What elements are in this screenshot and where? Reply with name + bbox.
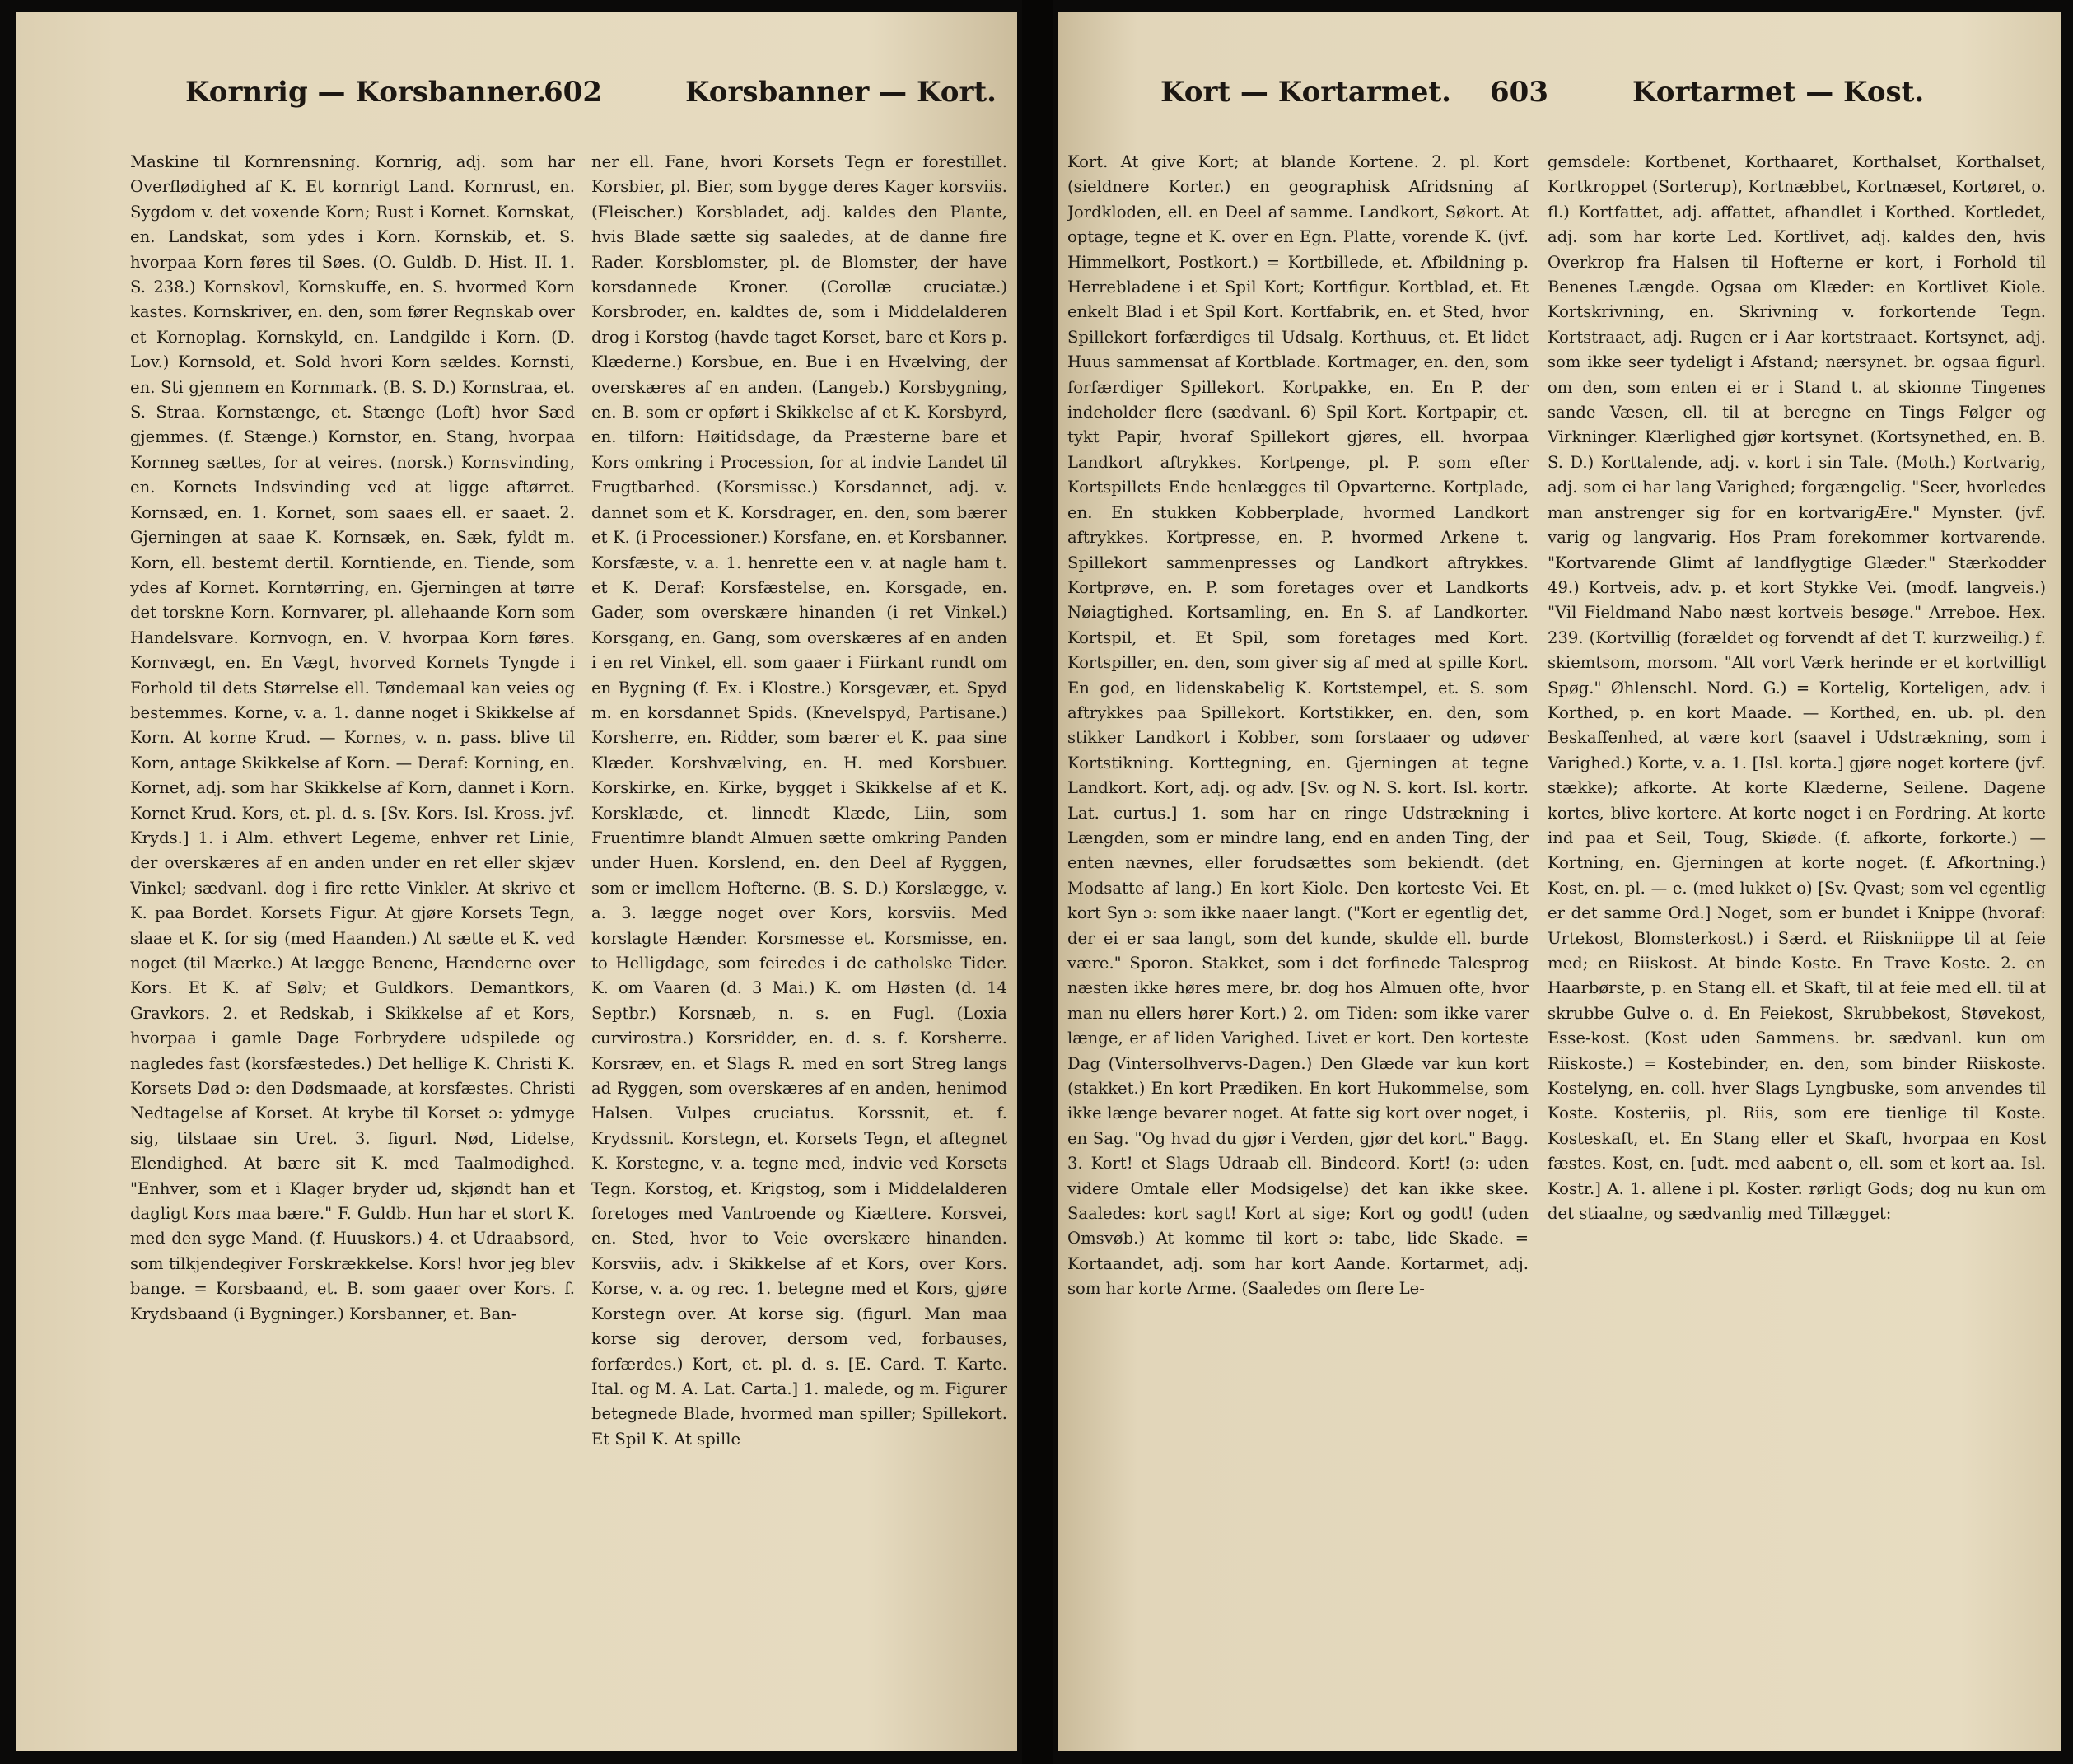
- left-page-header: [16, 76, 1017, 127]
- left-header-right: Korsbanner — Kort.: [685, 76, 997, 109]
- right-column-1: [1067, 150, 1529, 1719]
- left-column-2: [591, 150, 1007, 1719]
- left-page: [16, 12, 1017, 1751]
- right-header-right: Kortarmet — Kost.: [1632, 76, 1925, 109]
- right-header-left: Kort — Kortarmet.: [1160, 76, 1451, 109]
- left-header-left: Kornrig — Korsbanner.: [185, 76, 547, 109]
- right-page-number: 603: [1490, 76, 1548, 109]
- left-column-1: [130, 150, 575, 1719]
- left-page-number: 602: [544, 76, 602, 109]
- book-gutter: [1022, 0, 1053, 1764]
- left-column-1-text: Maskine til Kornrensning. Kornrig, adj. som har Overflødighed af K. Et kornrigt Land. Kornrust, en. Sygdom v. det voxende Korn; Rust i Kornet. Kornskat, en. Landskat, som ydes i Korn. Kornskib, et. S. hvorpaa Korn føres til Søes. (O. Guldb. D. Hist. II. 1. S. 238.) Kornskovl, Kornskuffe, en. S. hvormed Korn kastes. Kornskriver, en. den, som fører Regnskab over et Kornoplag. Kornskyld, en. Landgilde i Korn. (D. Lov.) Kornsold, et. Sold hvori Korn sældes. Kornsti, en. Sti gjennem en Kornmark. (B. S. D.) Kornstraa, et. S. Straa. Kornstænge, et. Stænge (Loft) hvor Sæd gjemmes. (f. Stænge.) Kornstor, en. Stang, hvorpaa Kornneg sættes, for at veires. (norsk.) Kornsvinding, en. Kornets Indsvinding ved at ligge aftørret. Kornsæd, en. 1. Kornet, som saaes ell. er saaet. 2. Gjerningen at saae K. Kornsæk, en. Sæk, fyldt m. Korn, ell. bestemt dertil. Korntiende, en. Tiende, som ydes af Kornet. Korntørring, en. Gjerningen at tørre det torskne Korn. Kornvarer, pl. allehaande Korn som Handelsvare. Kornvogn, en. V. hvorpaa Korn føres. Kornvægt, en. En Vægt, hvorved Kornets Tyngde i Forhold til dets Størrelse ell. Tøndemaal kan veies og bestemmes. Korne, v. a. 1. danne noget i Skikkelse af Korn. At korne Krud. — Kornes, v. n. pass. blive til Korn, antage Skikkelse af Korn. — Deraf: Korning, en. Kornet, adj. som har Skikkelse af Korn, dannet i Korn. Kornet Krud. Kors, et. pl. d. s. [Sv. Kors. Isl. Kross. jvf. Kryds.] 1. i Alm. ethvert Legeme, enhver ret Linie, der overskæres af en anden under en ret eller skjæv Vinkel; sædvanl. dog i fire rette Vinkler. At skrive et K. paa Bordet. Korsets Figur. At gjøre Korsets Tegn, slaae et K. for sig (med Haanden.) At sætte et K. ved noget (til Mærke.) At lægge Benene, Hænderne over Kors. Et K. af Sølv; et Guldkors. Demantkors, Gravkors. 2. et Redskab, i Skikkelse af et Kors, hvorpaa i gamle Dage Forbrydere udspilede og nagledes fast (korsfæstedes.) Det hellige K. Christi K. Korsets Død ɔ: den Dødsmaade, at korsfæstes. Christi Nedtagelse af Korset. At krybe til Korset ɔ: ydmyge sig, tilstaae sin Uret. 3. figurl. Nød, Lidelse, Elendighed. At bære sit K. med Taalmodighed. "Enhver, som et i Klager bryder ud, skjøndt han et dagligt Kors maa bære." F. Guldb. Hun har et stort K. med den syge Mand. (f. Huuskors.) 4. et Udraabsord, som tilkjendegiver Forskrækkelse. Kors! hvor jeg blev bange. = Korsbaand, et. B. som gaaer over Kors. f. Krydsbaand (i Bygninger.) Korsbanner, et. Ban-: [130, 152, 575, 1323]
- right-page: [1058, 12, 2061, 1751]
- right-column-2-text: gemsdele: Kortbenet, Korthaaret, Korthalset, Korthalset, Kortkroppet (Sorterup), Kortnæbbet, Kortnæset, Kortøret, o. fl.) Kortfattet, adj. affattet, afhandlet i Korthed. Kortledet, adj. som har korte Led. Kortlivet, adj. kaldes den, hvis Overkrop fra Halsen til Hofterne er kort, i Forhold til Benenes Længde. Ogsaa om Klæder: en Kortlivet Kiole. Kortskrivning, en. Skrivning v. forkortende Tegn. Kortstraaet, adj. Rugen er i Aar kortstraaet. Kortsynet, adj. som ikke seer tydeligt i Afstand; nærsynet. br. ogsaa figurl. om den, som enten ei er i Stand t. at skionne Tingenes sande Væsen, ell. til at beregne en Tings Følger og Virkninger. Klærlighed gjør kortsynet. (Kortsynethed, en. B. S. D.) Korttalende, adj. v. kort i sin Tale. (Moth.) Kortvarig, adj. som ei har lang Varighed; forgængelig. "Seer, hvorledes man anstrenger sig for en kortvarigÆre." Mynster. (jvf. varig og langvarig. Hos Pram forekommer kortvarende. "Kortvarende Glimt af landflygtige Glæder." Stærkodder 49.) Kortveis, adv. p. et kort Stykke Vei. (modf. langveis.) "Vil Fieldmand Nabo næst kortveis besøge." Arreboe. Hex. 239. (Kortvillig (forældet og forvendt af det T. kurzweilig.) f. skiemtsom, morsom. "Alt vort Værk herinde er et kortvilligt Spøg." Øhlenschl. Nord. G.) = Kortelig, Korteligen, adv. i Korthed, p. en kort Maade. — Korthed, en. ub. pl. den Beskaffenhed, at være kort (saavel i Udstrækning, som i Varighed.) Korte, v. a. 1. [Isl. korta.] gjøre noget kortere (jvf. stække); afkorte. At korte Klæderne, Seilene. Dagene kortes, blive kortere. At korte noget i en Fordring. At korte ind paa et Seil, Toug, Skiøde. (f. afkorte, forkorte.) — Kortning, en. Gjerningen at korte noget. (f. Afkortning.) Kost, en. pl. — e. (med lukket o) [Sv. Qvast; som vel egentlig er det samme Ord.] Noget, som er bundet i Knippe (hvoraf: Urtekost, Blomsterkost.) i Særd. et Riiskniippe til at feie med; en Riiskost. At binde Koste. En Trave Koste. 2. en Haarbørste, p. en Stang ell. et Skaft, til at feie med ell. til at skrubbe Gulve o. d. En Feiekost, Skrubbekost, Støvekost, Esse-kost. (Kost uden Sammens. br. sædvanl. kun om Riiskoste.) = Kostebinder, en. den, som binder Riiskoste. Kostelyng, en. coll. hver Slags Lyngbuske, som anvendes til Koste. Kosteriis, pl. Riis, som ere tienlige til Koste. Kosteskaft, et. En Stang eller et Skaft, hvorpaa en Kost fæstes. Kost, en. [udt. med aabent o, ell. som et kort aa. Isl. Kostr.] A. 1. allene i pl. Koster. rørligt Gods; dog nu kun om det stiaalne, og sædvanlig med Tillægget:: [1548, 152, 2046, 1224]
- right-column-2: [1548, 150, 2046, 1719]
- right-column-1-text: Kort. At give Kort; at blande Kortene. 2. pl. Kort (sieldnere Korter.) en geographisk Afridsning af Jordkloden, ell. en Deel af samme. Landkort, Søkort. At optage, tegne et K. over en Egn. Platte, vorende K. (jvf. Himmelkort, Postkort.) = Kortbillede, et. Afbildning p. Herrebladene i et Spil Kort; Kortfigur. Kortblad, et. Et enkelt Blad i et Spil Kort. Kortfabrik, en. et Sted, hvor Spillekort forfærdiges til Udsalg. Korthuus, et. Et lidet Huus sammensat af Kortblade. Kortmager, en. den, som forfærdiger Spillekort. Kortpakke, en. En P. der indeholder flere (sædvanl. 6) Spil Kort. Kortpapir, et. tykt Papir, hvoraf Spillekort gjøres, ell. hvorpaa Landkort aftrykkes. Kortpenge, pl. P. som efter Kortspillets Ende henlægges til Opvarterne. Kortplade, en. En stukken Kobberplade, hvormed Landkort aftrykkes. Kortpresse, en. P. hvormed Arkene t. Spillekort sammenpresses og Landkort aftrykkes. Kortprøve, en. P. som foretages over et Landkorts Nøiagtighed. Kortsamling, en. En S. af Landkorter. Kortspil, et. Et Spil, som foretages med Kort. Kortspiller, en. den, som giver sig af med at spille Kort. En god, en lidenskabelig K. Kortstempel, et. S. som aftrykkes paa Spillekort. Kortstikker, en. den, som stikker Landkort i Kobber, som forstaaer og udøver Kortstikning. Korttegning, en. Gjerningen at tegne Landkort. Kort, adj. og adv. [Sv. og N. S. kort. Isl. kortr. Lat. curtus.] 1. som har en ringe Udstrækning i Længden, som er mindre lang, end en anden Ting, der enten nævnes, eller forudsættes som bekiendt. (det Modsatte af lang.) En kort Kiole. Den korteste Vei. Et kort Syn ɔ: som ikke naaer langt. ("Kort er egentlig det, der ei er saa langt, som det kunde, skulde ell. burde være." Sporon. Stakket, som i det forfinede Talesprog næsten ikke høres mere, br. dog hos Almuen ofte, hvor man nu ellers hører Kort.) 2. om Tiden: som ikke varer længe, er af liden Varighed. Livet er kort. Den korteste Dag (Vintersolhvervs-Dagen.) Den Glæde var kun kort (stakket.) En kort Prædiken. En kort Hukommelse, som ikke længe bevarer noget. At fatte sig kort over noget, i en Sag. "Og hvad du gjør i Verden, gjør det kort." Bagg. 3. Kort! et Slags Udraab ell. Bindeord. Kort! (ɔ: uden videre Omtale eller Modsigelse) det kan ikke skee. Saaledes: kort sagt! Kort at sige; Kort og godt! (uden Omsvøb.) At komme til kort ɔ: tabe, lide Skade. = Kortaandet, adj. som har kort Aande. Kortarmet, adj. som har korte Arme. (Saaledes om flere Le-: [1067, 152, 1529, 1299]
- right-page-header: [1058, 76, 2061, 127]
- left-column-2-text: ner ell. Fane, hvori Korsets Tegn er forestillet. Korsbier, pl. Bier, som bygge deres Kager korsviis. (Fleischer.) Korsbladet, adj. kaldes den Plante, hvis Blade sætte sig saaledes, at de danne fire Rader. Korsblomster, pl. de Blomster, der have korsdannede Kroner. (Corollæ cruciatæ.) Korsbroder, en. kaldtes de, som i Middelalderen drog i Korstog (havde taget Korset, bare et Kors p. Klæderne.) Korsbue, en. Bue i en Hvælving, der overskæres af en anden. (Langeb.) Korsbygning, en. B. som er opført i Skikkelse af et K. Korsbyrd, en. tilforn: Høitidsdage, da Præsterne bare et Kors omkring i Procession, for at indvie Landet til Frugtbarhed. (Korsmisse.) Korsdannet, adj. v. dannet som et K. Korsdrager, en. den, som bærer et K. (i Processioner.) Korsfane, en. et Korsbanner. Korsfæste, v. a. 1. henrette een v. at nagle ham t. et K. Deraf: Korsfæstelse, en. Korsgade, en. Gader, som overskære hinanden (i ret Vinkel.) Korsgang, en. Gang, som overskæres af en anden i en ret Vinkel, ell. som gaaer i Fiirkant rundt om en Bygning (f. Ex. i Klostre.) Korsgevær, et. Spyd m. en korsdannet Spids. (Knevelspyd, Partisane.) Korsherre, en. Ridder, som bærer et K. paa sine Klæder. Korshvælving, en. H. med Korsbuer. Korskirke, en. Kirke, bygget i Skikkelse af et K. Korsklæde, et. linnedt Klæde, Liin, som Fruentimre blandt Almuen sætte omkring Panden under Huen. Korslend, en. den Deel af Ryggen, som er imellem Hofterne. (B. S. D.) Korslægge, v. a. 3. lægge noget over Kors, korsviis. Med korslagte Hænder. Korsmesse et. Korsmisse, en. to Helligdage, som feiredes i de catholske Tider. K. om Vaaren (d. 3 Mai.) K. om Høsten (d. 14 Septbr.) Korsnæb, n. s. en Fugl. (Loxia curvirostra.) Korsridder, en. d. s. f. Korsherre. Korsræv, en. et Slags R. med en sort Streg langs ad Ryggen, som overskæres af en anden, henimod Halsen. Vulpes cruciatus. Korssnit, et. f. Krydssnit. Korstegn, et. Korsets Tegn, et aftegnet K. Korstegne, v. a. tegne med, indvie ved Korsets Tegn. Korstog, et. Krigstog, som i Middelalderen foretoges med Vantroende og Kiættere. Korsvei, en. Sted, hvor to Veie overskære hinanden. Korsviis, adv. i Skikkelse af et Kors, over Kors. Korse, v. a. og rec. 1. betegne med et Kors, gjøre Korstegn over. At korse sig. (figurl. Man maa korse sig derover, dersom ved, forbauses, forfærdes.) Kort, et. pl. d. s. [E. Card. T. Karte. Ital. og M. A. Lat. Carta.] 1. malede, og m. Figurer betegnede Blade, hvormed man spiller; Spillekort. Et Spil K. At spille: [591, 152, 1007, 1449]
